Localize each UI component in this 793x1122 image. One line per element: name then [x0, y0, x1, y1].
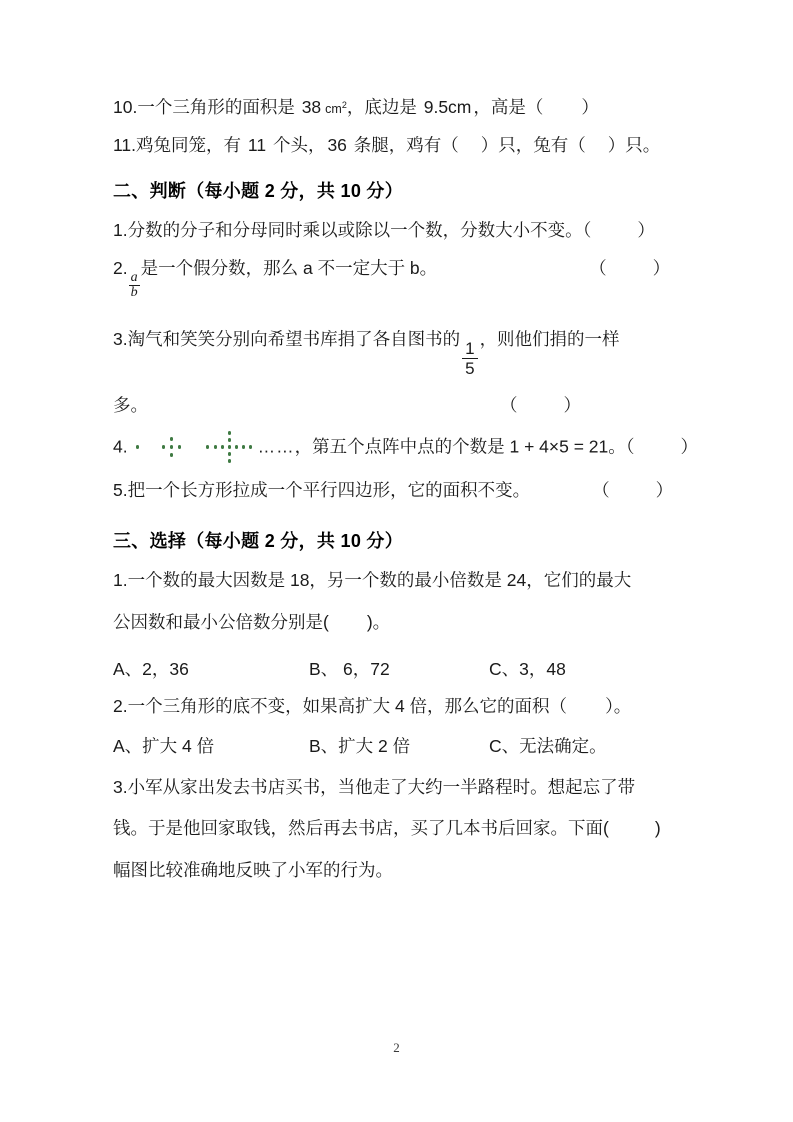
q10-area-value: 38 [301, 97, 322, 117]
q11-suffix: ）只。 [607, 134, 661, 155]
true-false-question-3 [113, 322, 691, 378]
tf3-open: （ [500, 394, 518, 415]
tf1-text: 1.分数的分子和分母同时乘以或除以一个数，分数大小不变。（ [113, 220, 592, 241]
section-heading-multiple-choice: 三、选择（每小题 2 分，共 10 分） [113, 530, 404, 551]
mc2-line1-suffix: ）。 [605, 696, 632, 717]
option-b[interactable]: B、 6，72 [309, 659, 390, 680]
dot-lattice-1 [134, 431, 144, 465]
q10-closing: ） [581, 97, 599, 117]
fraction-numerator: a [130, 269, 138, 285]
mc3-line1: 3.小军从家出发去书店买书，当他走了大约一半路程时。想起忘了带 [113, 776, 636, 797]
q11-heads: 11 [247, 134, 267, 155]
dot-lattice-3 [204, 431, 256, 465]
multiple-choice-1-options [113, 656, 691, 681]
option-c[interactable]: C、无法确定。 [489, 735, 607, 756]
tf2-body: 是一个假分数，那么 a 不一定大于 b。 [140, 257, 438, 278]
fraction-denominator: b [130, 284, 138, 300]
fraction-a-over-b [129, 271, 140, 301]
fraction-one-fifth [462, 339, 477, 378]
section-heading-true-false: 二、判断（每小题 2 分，共 10 分） [113, 181, 404, 202]
mc1-line2-suffix: )。 [366, 611, 391, 632]
fraction-numerator: 1 [465, 338, 475, 358]
q10-middle: ，底边是 [346, 97, 417, 117]
true-false-question-3-cont [113, 394, 691, 418]
tf3-part2: ，则他们捐的一样 [479, 329, 620, 350]
tf3-close: ） [563, 394, 581, 415]
q10-base-value: 9.5cm [423, 97, 472, 117]
tf5-close: ） [655, 480, 674, 501]
true-false-question-1 [113, 219, 691, 243]
option-a[interactable]: A、2，36 [113, 659, 189, 680]
q10-unit-exponent: 2 [341, 99, 347, 110]
question-10 [113, 96, 691, 120]
multiple-choice-question-3-line3 [113, 859, 691, 883]
multiple-choice-question-3-line2 [113, 817, 691, 841]
true-false-question-5 [113, 479, 691, 503]
multiple-choice-question-2 [113, 695, 691, 719]
tf2-close: ） [652, 257, 671, 278]
dot-lattice-figure [134, 431, 256, 465]
multiple-choice-question-1 [113, 569, 691, 593]
tf2-open: （ [589, 257, 607, 278]
mc1-line1: 1.一个数的最大因数是 18，另一个数的最小倍数是 24，它们的最大 [113, 569, 632, 590]
multiple-choice-2-options [113, 733, 691, 758]
page-content [113, 96, 698, 897]
mc3-line2-prefix: 钱。于是他回家取钱，然后再去书店，买了几本书后回家。下面( [113, 818, 609, 839]
q11-prefix: 11.鸡兔同笼，有 [113, 134, 242, 155]
tf5-open: （ [592, 480, 610, 501]
mc2-line1-prefix: 2.一个三角形的底不变，如果高扩大 4 倍，那么它的面积（ [113, 696, 568, 717]
option-b[interactable]: B、扩大 2 倍 [309, 735, 411, 756]
dot-lattice-2 [158, 431, 188, 465]
tf1-close: ） [637, 220, 655, 241]
q11-mid3: ）只，兔有（ [480, 134, 586, 155]
mc1-line2-prefix: 公因数和最小公倍数分别是( [113, 611, 329, 632]
true-false-question-4 [113, 431, 698, 465]
q10-area-unit [325, 99, 347, 116]
page-number: 2 [393, 1040, 400, 1055]
tf4-ellipsis: …… [257, 436, 295, 457]
option-c[interactable]: C、3，48 [489, 659, 566, 680]
mc3-line3: 幅图比较准确地反映了小军的行为。 [113, 860, 393, 881]
q10-prefix: 10.一个三角形的面积是 [113, 97, 295, 117]
tf4-close: ） [680, 436, 698, 457]
tf4-prefix: 4. [113, 436, 128, 457]
tf4-body: ，第五个点阵中点的个数是 1 + 4×5 = 21。（ [294, 436, 635, 457]
tf3-part3: 多。 [113, 394, 148, 415]
q10-suffix: ，高是（ [473, 97, 544, 117]
multiple-choice-question-3 [113, 776, 691, 800]
fraction-denominator: 5 [462, 358, 477, 378]
tf3-part1: 3.淘气和笑笑分别向希望书库捐了各自图书的 [113, 329, 461, 350]
tf5-text: 5.把一个长方形拉成一个平行四边形，它的面积不变。 [113, 480, 531, 501]
tf2-prefix: 2. [113, 257, 128, 278]
q11-mid1: 个头， [272, 134, 326, 155]
multiple-choice-question-1-cont [113, 611, 691, 635]
q10-unit-text: cm [325, 102, 342, 116]
question-11 [113, 134, 691, 158]
true-false-question-2 [113, 257, 691, 300]
q11-mid2: 条腿，鸡有（ [353, 134, 459, 155]
q11-legs: 36 [327, 134, 347, 155]
option-a[interactable]: A、扩大 4 倍 [113, 735, 215, 756]
mc3-line2-suffix: ) [654, 818, 661, 839]
